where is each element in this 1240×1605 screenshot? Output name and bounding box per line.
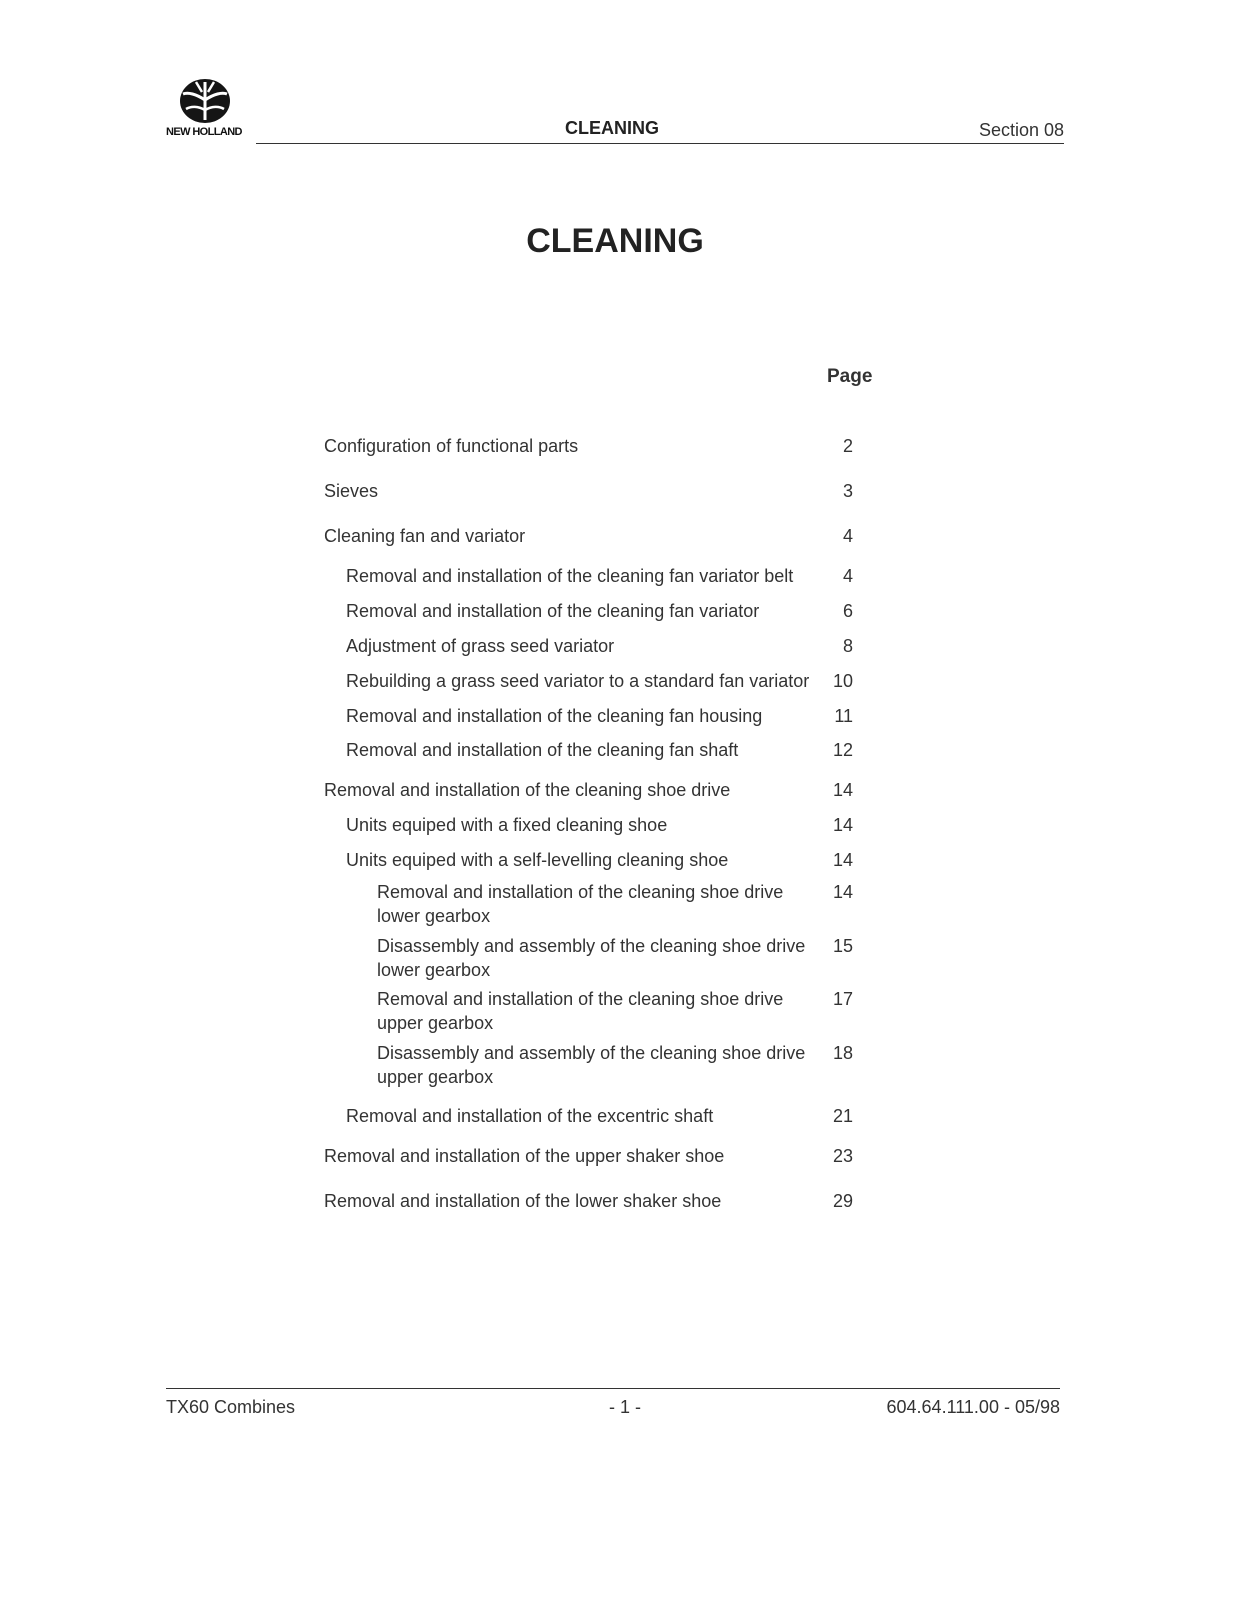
toc-page-number: 3: [842, 481, 853, 501]
toc-entry: Adjustment of grass seed variator: [346, 636, 615, 656]
header-title: CLEANING: [565, 118, 659, 138]
toc-page-number: 4: [842, 526, 853, 546]
toc-entry: Removal and installation of the upper shaker shoe: [324, 1146, 725, 1166]
toc-page-number: 29: [832, 1191, 853, 1211]
toc-entry: Configuration of functional parts: [324, 436, 579, 456]
new-holland-leaf-icon: [178, 76, 232, 124]
toc-page-number: 6: [842, 601, 853, 621]
toc-entry: Removal and installation of the lower shaker shoe: [324, 1191, 722, 1211]
toc-page-number: 14: [832, 815, 853, 835]
toc-entry: Removal and installation of the cleaning shoe drive: [324, 780, 731, 800]
footer-divider: [166, 1388, 1060, 1389]
page-column-heading: Page: [827, 366, 873, 387]
page-title: CLEANING: [526, 222, 704, 260]
footer-page-number: - 1 -: [608, 1397, 641, 1417]
toc-entry: Removal and installation of the cleaning shoe drive upper gearbox: [377, 989, 784, 1033]
brand-text: NEW HOLLAND: [166, 126, 242, 138]
toc-entry: Cleaning fan and variator: [324, 526, 526, 546]
toc-entry: Disassembly and assembly of the cleaning shoe drive lower gearbox: [377, 936, 806, 980]
toc-entry: Rebuilding a grass seed variator to a standard fan variator: [346, 671, 810, 691]
toc-page-number: 14: [832, 780, 853, 800]
toc-page-number: 11: [834, 706, 853, 726]
header-divider: [256, 143, 1064, 144]
toc-entry: Removal and installation of the excentric shaft: [346, 1106, 714, 1126]
toc-entry: Removal and installation of the cleaning fan variator: [346, 601, 760, 621]
toc-page-number: 15: [832, 936, 853, 956]
toc-page-number: 18: [832, 1043, 853, 1063]
toc-page-number: 12: [832, 740, 853, 760]
toc-entry: Removal and installation of the cleaning shoe drive lower gearbox: [377, 882, 784, 926]
toc-page-number: 21: [832, 1106, 853, 1126]
header-section: Section 08: [978, 120, 1064, 140]
toc-entry: Units equiped with a self-levelling cleaning shoe: [346, 850, 729, 870]
toc-page-number: 8: [842, 636, 853, 656]
toc-page-number: 14: [832, 850, 853, 870]
toc-page-number: 4: [842, 566, 853, 586]
toc-entry: Sieves: [324, 481, 379, 501]
new-holland-logo: [166, 76, 246, 144]
footer-document-code: 604.64.111.00 - 05/98: [886, 1397, 1060, 1417]
toc-page-number: 23: [832, 1146, 853, 1166]
toc-entry: Disassembly and assembly of the cleaning shoe drive upper gearbox: [377, 1043, 806, 1087]
toc-entry: Removal and installation of the cleaning fan shaft: [346, 740, 739, 760]
toc-entry: Removal and installation of the cleaning fan housing: [346, 706, 763, 726]
toc-page-number: 10: [832, 671, 853, 691]
toc-entry: Units equiped with a fixed cleaning shoe: [346, 815, 668, 835]
toc-page-number: 2: [842, 436, 853, 456]
toc-entry: Removal and installation of the cleaning fan variator belt: [346, 566, 794, 586]
toc-page-number: 17: [832, 989, 853, 1009]
footer-model: TX60 Combines: [166, 1397, 296, 1417]
toc-page-number: 14: [832, 882, 853, 902]
